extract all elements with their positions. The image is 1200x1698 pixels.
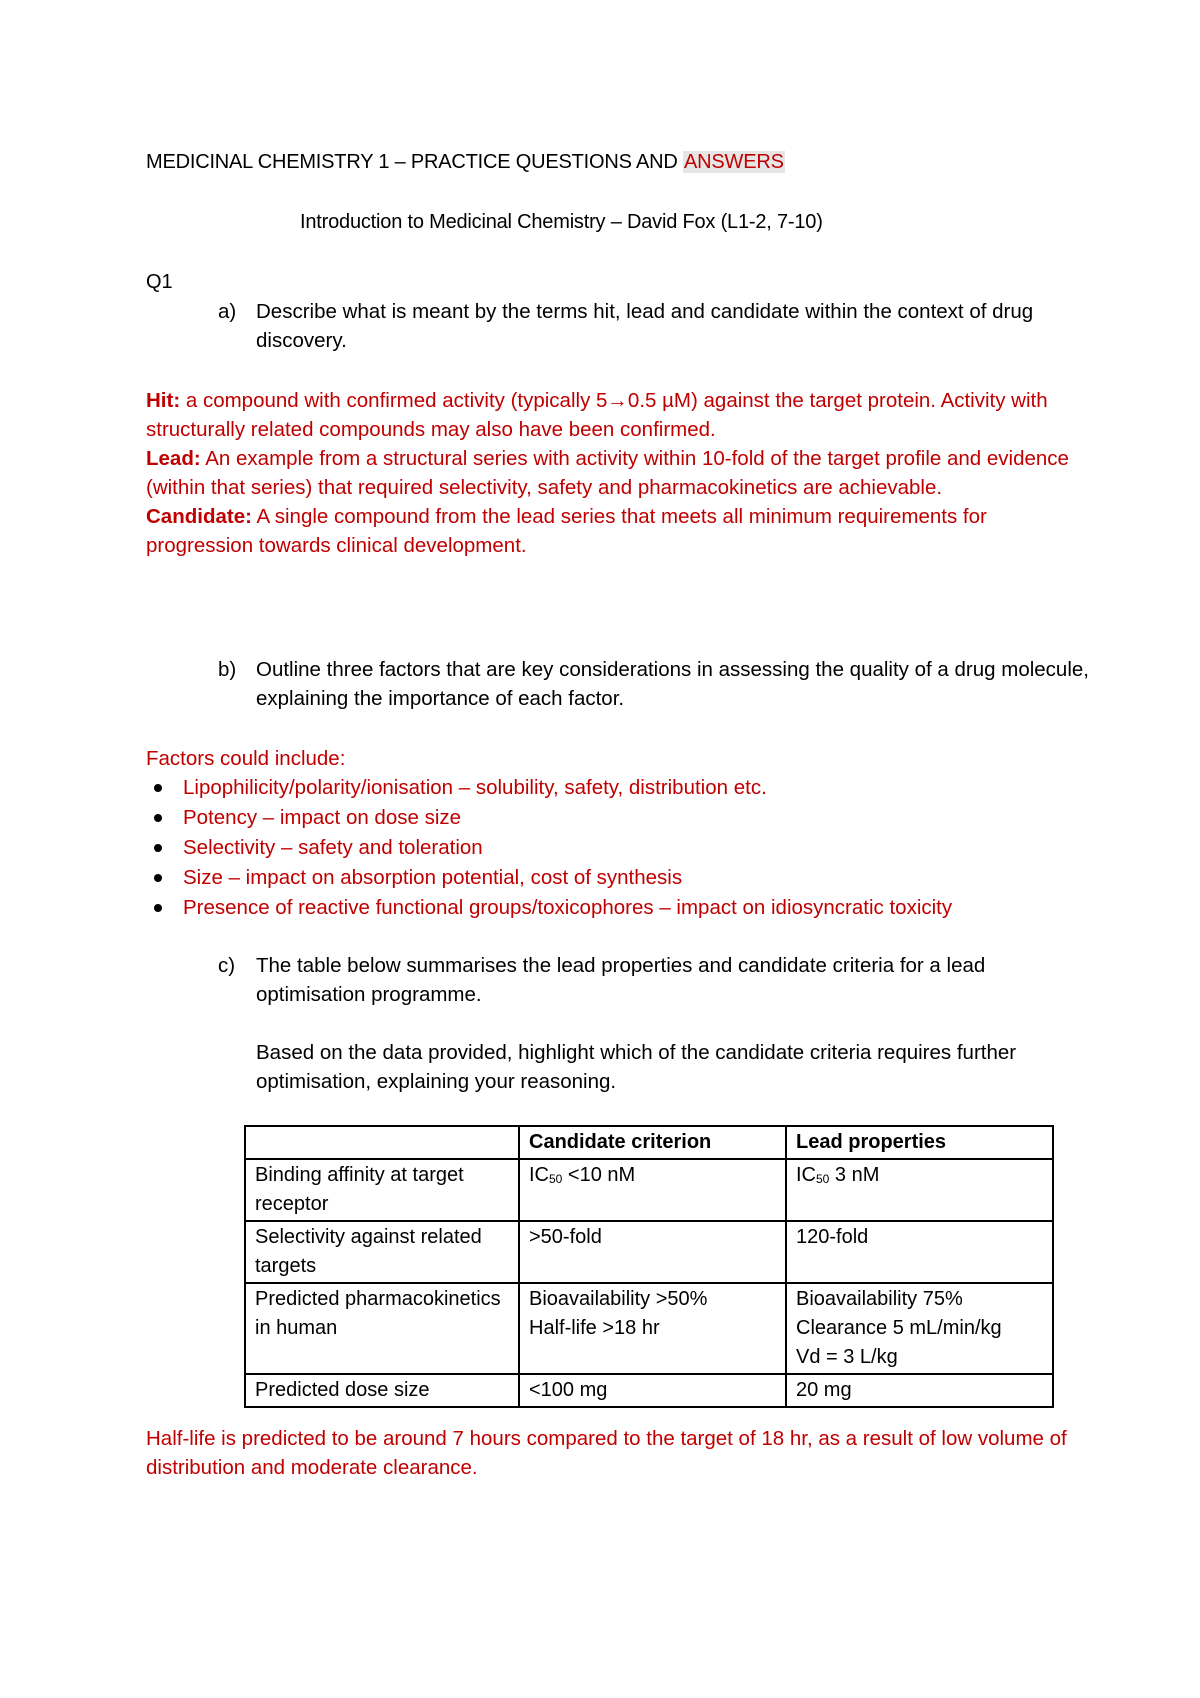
answer-lead [146, 444, 1076, 502]
table-row [245, 1159, 1053, 1221]
lead-line: Clearance 5 mL/min/kg [796, 1317, 1002, 1339]
ic-value: <10 nM [562, 1164, 636, 1186]
answer-hit-term: Hit: [146, 389, 181, 412]
answer-hit [146, 386, 1076, 444]
criteria-table [244, 1125, 1054, 1408]
ic-subscript: 50 [816, 1172, 830, 1186]
table-cell-property: Binding affinity at target receptor [245, 1159, 519, 1221]
question-1c [218, 951, 1098, 1009]
answer-hit-text: a compound with confirmed activity (typically 5→0.5 µM) against the target protein. Activity with structurally related compounds may also have been confirmed. [146, 389, 1048, 441]
question-1b-text: Outline three factors that are key considerations in assessing the quality of a drug molecule, explaining the importance of each factor. [256, 658, 1089, 710]
answer-lead-text: An example from a structural series with activity within 10-fold of the target profile and evidence (within that series) that required selectivity, safety and pharmacokinetics are achievable. [146, 447, 1069, 499]
answer-1c: Half-life is predicted to be around 7 hours compared to the target of 18 hr, as a result of low volume of distribution and moderate clearance. [146, 1427, 1067, 1479]
question-1b-label: b) [218, 658, 237, 681]
answer-lead-term: Lead: [146, 447, 201, 470]
question-1c-text: The table below summarises the lead properties and candidate criteria for a lead optimisation programme. [256, 954, 986, 1006]
factor-item: Selectivity – safety and toleration [146, 833, 952, 863]
table-cell-lead: 120-fold [786, 1221, 1053, 1283]
question-1a-text: Describe what is meant by the terms hit, lead and candidate within the context of drug discovery. [256, 300, 1034, 352]
question-label-q1: Q1 [146, 271, 173, 293]
ic-text: IC [529, 1164, 549, 1186]
ic-value: 3 nM [829, 1164, 880, 1186]
lead-line: Vd = 3 L/kg [796, 1346, 898, 1368]
table-header-row [245, 1126, 1053, 1159]
table-cell-property: Predicted pharmacokinetics in human [245, 1283, 519, 1374]
table-cell-lead: 20 mg [786, 1374, 1053, 1407]
question-1b [218, 655, 1098, 713]
answer-candidate [146, 502, 1076, 560]
table-cell-property: Selectivity against related targets [245, 1221, 519, 1283]
question-1a-label: a) [218, 300, 237, 323]
table-header-cell [245, 1126, 519, 1159]
ic-subscript: 50 [549, 1172, 563, 1186]
table-cell-lead [786, 1159, 1053, 1221]
question-1c-part2 [218, 1038, 1098, 1096]
table-cell-criterion: >50-fold [519, 1221, 786, 1283]
table-header-cell [519, 1126, 786, 1159]
table-cell-criterion: <100 mg [519, 1374, 786, 1407]
answer-candidate-text: A single compound from the lead series that meets all minimum requirements for progression towards clinical development. [146, 505, 987, 557]
factor-item: Lipophilicity/polarity/ionisation – solubility, safety, distribution etc. [146, 773, 952, 803]
table-row [245, 1221, 1053, 1283]
document-subtitle: Introduction to Medicinal Chemistry – David Fox (L1-2, 7-10) [300, 211, 823, 233]
title-highlight-answers: ANSWERS [684, 151, 784, 173]
title-text: MEDICINAL CHEMISTRY 1 – PRACTICE QUESTIONS AND [146, 151, 684, 173]
table-header-cell [786, 1126, 1053, 1159]
answer-candidate-term: Candidate: [146, 505, 252, 528]
table-row [245, 1283, 1053, 1374]
table-cell-property: Predicted dose size [245, 1374, 519, 1407]
ic-text: IC [796, 1164, 816, 1186]
header-lead-properties: Lead properties [796, 1131, 947, 1153]
criterion-line: Half-life >18 hr [529, 1317, 660, 1339]
factor-item: Presence of reactive functional groups/toxicophores – impact on idiosyncratic toxicity [146, 893, 952, 923]
question-1c-text2: Based on the data provided, highlight which of the candidate criteria requires further optimisation, explaining your reasoning. [256, 1041, 1017, 1093]
factor-item: Potency – impact on dose size [146, 803, 952, 833]
lead-line: Bioavailability 75% [796, 1288, 963, 1310]
document-title [146, 148, 785, 177]
table-cell-criterion [519, 1283, 786, 1374]
factor-item: Size – impact on absorption potential, cost of synthesis [146, 863, 952, 893]
factors-intro: Factors could include: [146, 747, 346, 770]
answer-1a [146, 386, 1076, 560]
question-1c-label: c) [218, 954, 236, 977]
factors-list [146, 773, 952, 923]
question-1a [218, 297, 1098, 355]
header-candidate-criterion: Candidate criterion [529, 1131, 712, 1153]
table-cell-lead [786, 1283, 1053, 1374]
criterion-line: Bioavailability >50% [529, 1288, 708, 1310]
table-row [245, 1374, 1053, 1407]
table-cell-criterion [519, 1159, 786, 1221]
